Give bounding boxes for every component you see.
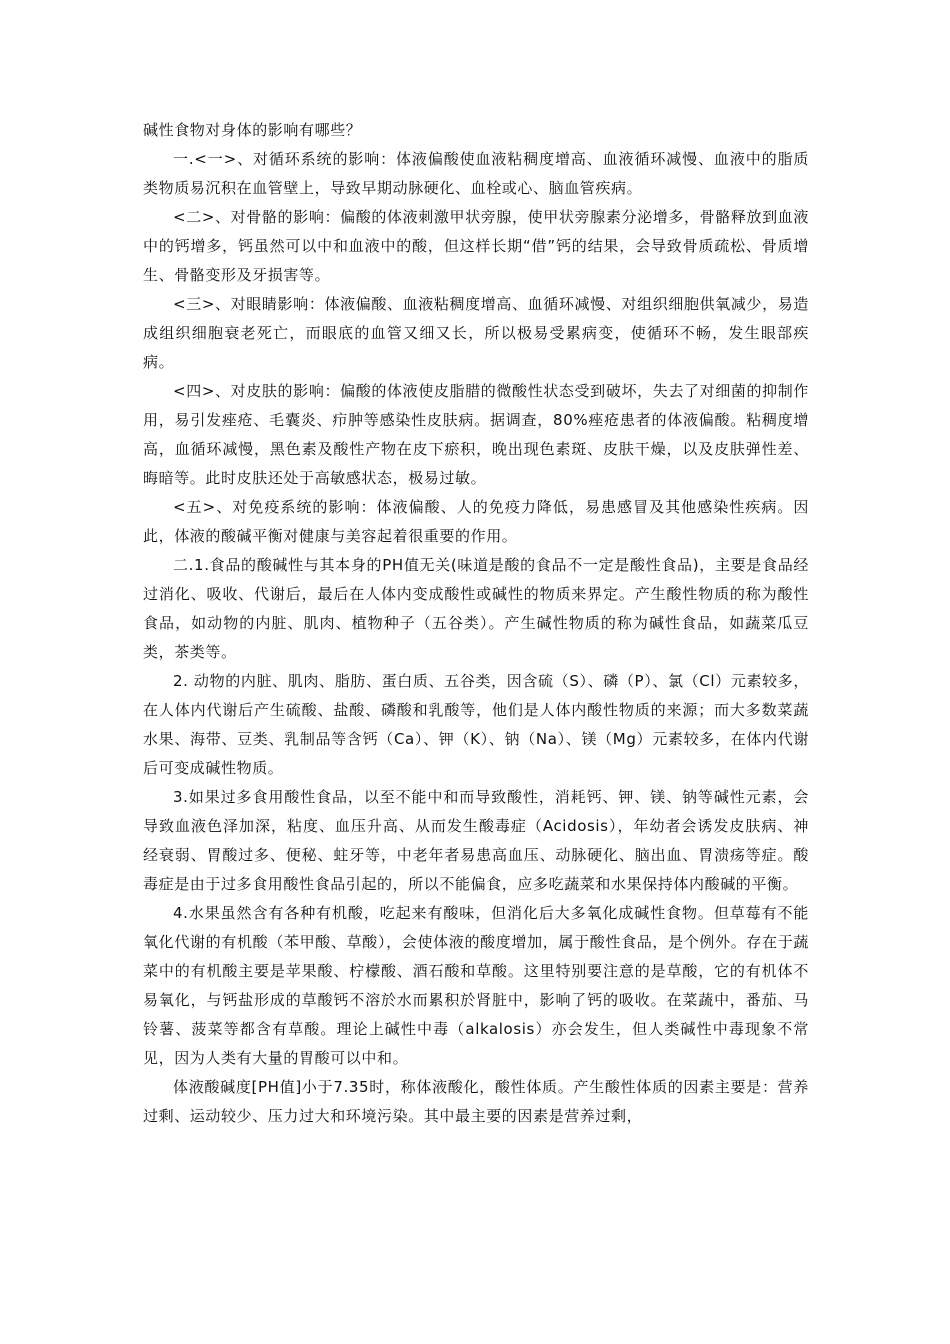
- paragraph-skin: <四>、对皮肤的影响：偏酸的体液使皮脂腊的微酸性状态受到破坏，失去了对细菌的抑制作用，易引发痤疮、毛囊炎、疖肿等感染性皮肤病。据调查，80%痤疮患者的体液偏酸。粘稠度增高，血循环减慢，黑色素及酸性产物在皮下瘀积，晚出现色素斑、皮肤干燥，以及皮肤弹性差、晦暗等。此时皮肤还处于高敏感状态，极易过敏。: [143, 382, 809, 487]
- paragraph-eyes: <三>、对眼睛影响：体液偏酸、血液粘稠度增高、血循环减慢、对组织细胞供氧减少，易造成组织细胞衰老死亡，而眼底的血管又细又长，所以极易受累病变，使循环不畅，发生眼部疾病。: [143, 295, 809, 371]
- paragraph-immune: <五>、对免疫系统的影响：体液偏酸、人的免疫力降低，易患感冒及其他感染性疾病。因此，体液的酸碱平衡对健康与美容起着很重要的作用。: [143, 498, 809, 545]
- document-title: 碱性食物对身体的影响有哪些？: [143, 121, 362, 139]
- paragraph-fruit-acids: 4.水果虽然含有各种有机酸，吃起来有酸味，但消化后大多氧化成碱性食物。但草莓有不能氧化代谢的有机酸（苯甲酸、草酸），会使体液的酸度增加，属于酸性食品，是个例外。存在于蔬菜中的有机酸主要是苹果酸、柠檬酸、酒石酸和草酸。这里特别要注意的是草酸，它的有机体不易氧化，与钙盐形成的草酸钙不溶於水而累积於肾脏中，影响了钙的吸收。在菜蔬中，番茄、马铃薯、菠菜等都含有草酸。理论上碱性中毒（alkalosis）亦会发生，但人类碱性中毒现象不常见，因为人类有大量的胃酸可以中和。: [143, 904, 809, 1067]
- paragraph-elements: 2. 动物的内脏、肌肉、脂肪、蛋白质、五谷类，因含硫（S）、磷（P）、氯（Cl）元素较多，在人体内代谢后产生硫酸、盐酸、磷酸和乳酸等，他们是人体内酸性物质的来源；而大多数菜蔬水果、海带、豆类、乳制品等含钙（Ca）、钾（K）、钠（Na）、镁（Mg）元素较多，在体内代谢后可变成碱性物质。: [143, 672, 809, 777]
- paragraph-circulatory: 一.<一>、对循环系统的影响：体液偏酸使血液粘稠度增高、血液循环减慢、血液中的脂质类物质易沉积在血管壁上，导致早期动脉硬化、血栓或心、脑血管疾病。: [143, 150, 809, 197]
- paragraph-food-acidity: 二.1.食品的酸碱性与其本身的PH值无关(味道是酸的食品不一定是酸性食品)，主要是食品经过消化、吸收、代谢后，最后在人体内变成酸性或碱性的物质来界定。产生酸性物质的称为酸性食品，如动物的内脏、肌肉、植物种子（五谷类）。产生碱性物质的称为碱性食品，如蔬菜瓜豆类，茶类等。: [143, 556, 809, 661]
- paragraph-ph-value: 体液酸碱度[PH值]小于7.35时，称体液酸化，酸性体质。产生酸性体质的因素主要是：营养过剩、运动较少、压力过大和环境污染。其中最主要的因素是营养过剩，: [143, 1078, 809, 1125]
- paragraph-skeletal: <二>、对骨骼的影响：偏酸的体液刺激甲状旁腺，使甲状旁腺素分泌增多，骨骼释放到血液中的钙增多，钙虽然可以中和血液中的酸，但这样长期“借”钙的结果，会导致骨质疏松、骨质增生、骨骼变形及牙损害等。: [143, 208, 809, 284]
- paragraph-acidosis: 3.如果过多食用酸性食品，以至不能中和而导致酸性，消耗钙、钾、镁、钠等碱性元素，会导致血液色泽加深，粘度、血压升高、从而发生酸毒症（Acidosis），年幼者会诱发皮肤病、神经衰弱、胃酸过多、便秘、蛀牙等，中老年者易患高血压、动脉硬化、脑出血、胃溃疡等症。酸毒症是由于过多食用酸性食品引起的，所以不能偏食，应多吃蔬菜和水果保持体内酸碱的平衡。: [143, 788, 809, 893]
- document-body: [143, 116, 809, 1131]
